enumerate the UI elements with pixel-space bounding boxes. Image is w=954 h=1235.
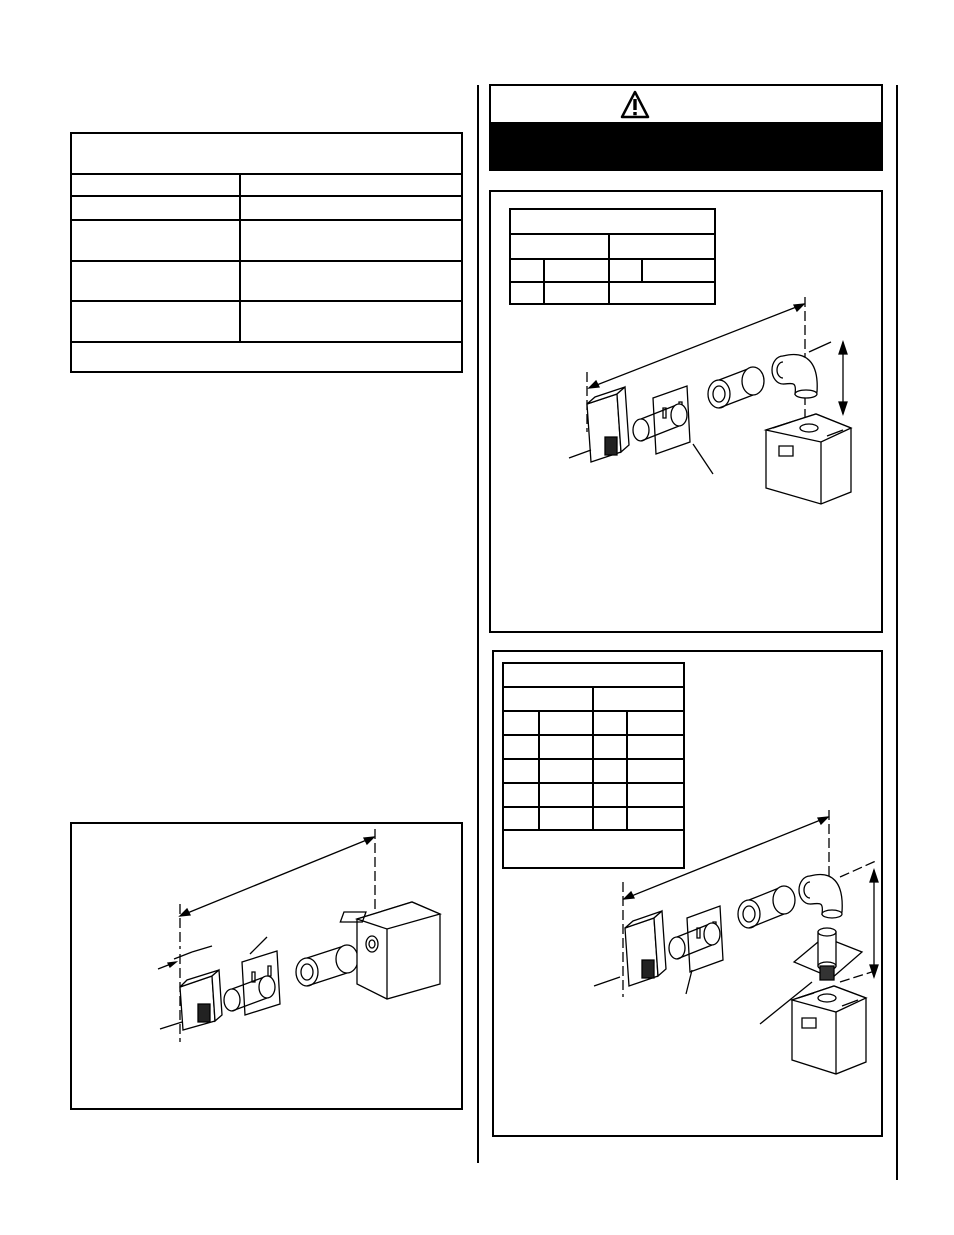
spec-table-row <box>72 221 461 262</box>
spec-table <box>70 132 463 373</box>
spec-table-column-divider <box>239 175 241 343</box>
warning-box <box>489 84 883 171</box>
vent-horizontal-diagram <box>72 824 461 1108</box>
spec-table-header <box>72 134 461 175</box>
warning-triangle-icon <box>620 90 650 120</box>
column-divider <box>477 85 479 1163</box>
right-margin-rule <box>896 85 898 1180</box>
vent-elbow-diagram <box>491 192 881 631</box>
vent-vertical-rise-diagram <box>494 652 881 1135</box>
warning-bar <box>491 122 881 169</box>
spec-table-footer <box>72 343 461 371</box>
figure-vertical-rise-vent <box>492 650 883 1137</box>
figure-elbow-vent <box>489 190 883 633</box>
spec-table-row <box>72 302 461 343</box>
spec-table-row <box>72 262 461 302</box>
figure-horizontal-vent <box>70 822 463 1110</box>
spec-table-row <box>72 175 461 197</box>
spec-table-row <box>72 197 461 221</box>
